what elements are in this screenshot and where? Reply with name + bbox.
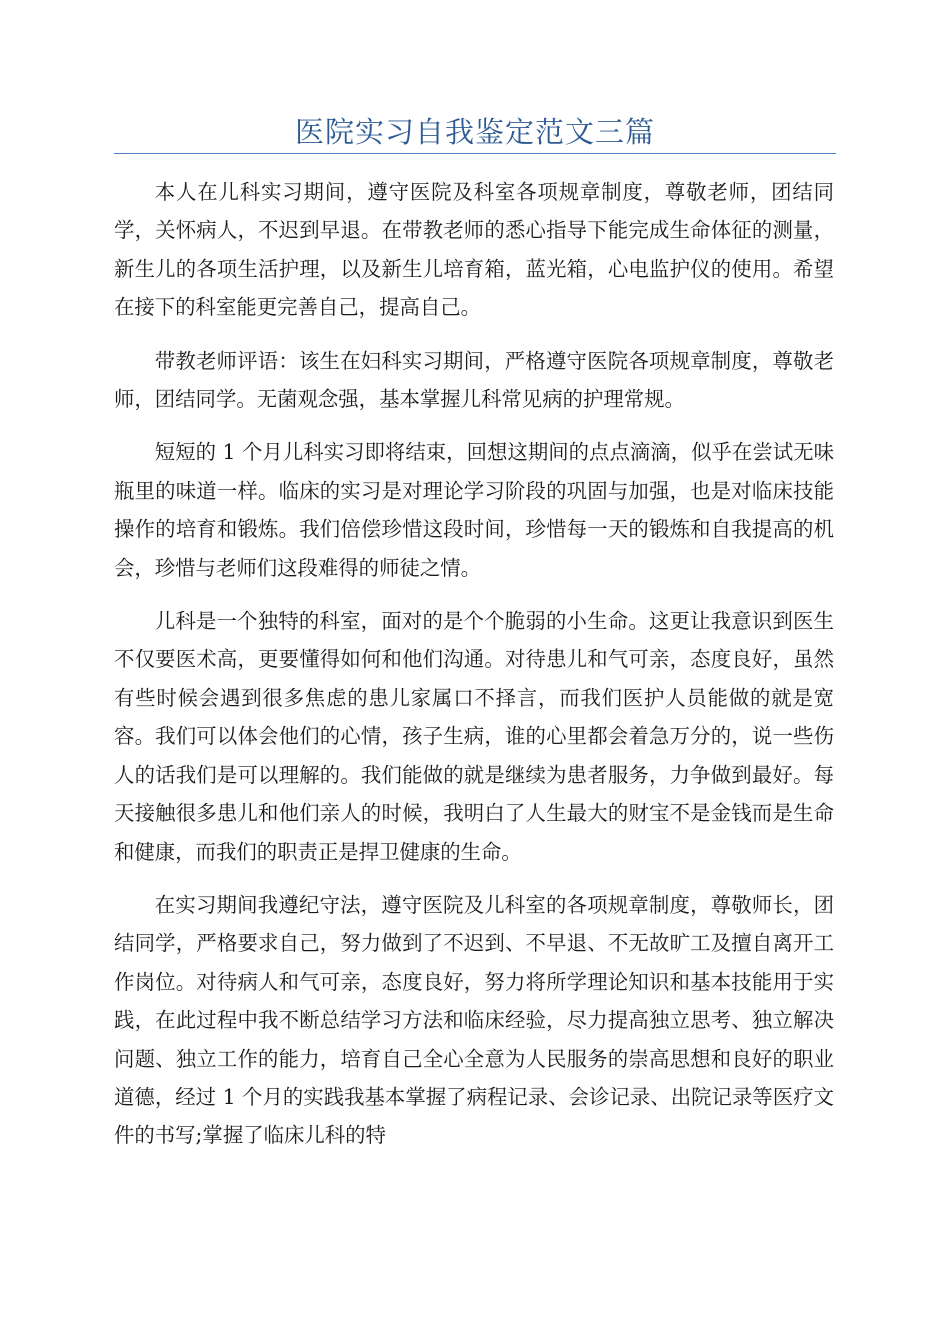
- document-title: 医院实习自我鉴定范文三篇: [294, 115, 655, 149]
- title-underline: [114, 153, 836, 154]
- paragraph-1: 本人在儿科实习期间，遵守医院及科室各项规章制度，尊敬老师，团结同学，关怀病人，不迟到早退。在带教老师的悉心指导下能完成生命体征的测量，新生儿的各项生活护理，以及新生儿培育箱，蓝光箱，心电监护仪的使用。希望在接下的科室能更完善自己，提高自己。: [114, 180, 834, 320]
- paragraph-3: 短短的 1 个月儿科实习即将结束，回想这期间的点点滴滴，似乎在尝试无味瓶里的味道一样。临床的实习是对理论学习阶段的巩固与加强，也是对临床技能操作的培育和锻炼。我们倍偿珍惜这段时间，珍惜每一天的锻炼和自我提高的机会，珍惜与老师们这段难得的师徒之情。: [114, 440, 834, 580]
- document-body: [114, 173, 834, 1170]
- paragraph-5: 在实习期间我遵纪守法，遵守医院及儿科室的各项规章制度，尊敬师长，团结同学，严格要求自己，努力做到了不迟到、不早退、不无故旷工及擅自离开工作岗位。对待病人和气可亲，态度良好，努力将所学理论知识和基本技能用于实践，在此过程中我不断总结学习方法和临床经验，尽力提高独立思考、独立解决问题、独立工作的能力，培育自己全心全意为人民服务的崇高思想和良好的职业道德，经过 1 个月的实践我基本掌握了病程记录、会诊记录、出院记录等医疗文件的书写;掌握了临床儿科的特: [114, 892, 834, 1148]
- paragraph-2: 带教老师评语：该生在妇科实习期间，严格遵守医院各项规章制度，尊敬老师，团结同学。无菌观念强，基本掌握儿科常见病的护理常规。: [114, 348, 834, 412]
- paragraph-4: 儿科是一个独特的科室，面对的是个个脆弱的小生命。这更让我意识到医生不仅要医术高，更要懂得如何和他们沟通。对待患儿和气可亲，态度良好，虽然有些时候会遇到很多焦虑的患儿家属口不择言，而我们医护人员能做的就是宽容。我们可以体会他们的心情，孩子生病，谁的心里都会着急万分的，说一些伤人的话我们是可以理解的。我们能做的就是继续为患者服务，力争做到最好。每天接触很多患儿和他们亲人的时候，我明白了人生最大的财宝不是金钱而是生命和健康，而我们的职责正是捍卫健康的生命。: [114, 609, 834, 864]
